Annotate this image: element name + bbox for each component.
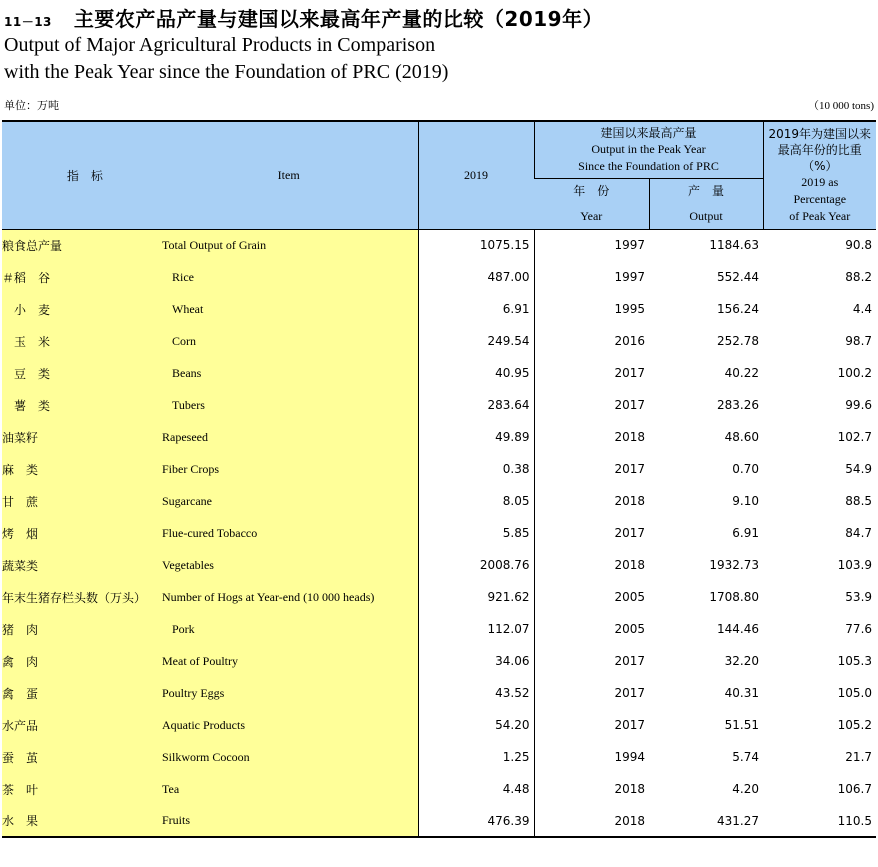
row-label-en: Tubers: [160, 389, 418, 421]
cell-peak-output: 144.46: [717, 622, 760, 636]
header-pct-en-2: Percentage: [793, 191, 847, 206]
cell-2019-value: 476.39: [418, 805, 534, 837]
cell-peak-output: 0.70: [732, 462, 760, 476]
row-label-cn: 甘 蔗: [2, 485, 160, 517]
cell-percentage: 84.7: [845, 526, 873, 540]
row-label-cn: 小 麦: [2, 293, 160, 325]
header-pct-en-3: of Peak Year: [789, 208, 851, 223]
cell-percentage: 54.9: [845, 462, 873, 476]
cell-peak-output: 4.20: [732, 782, 760, 796]
row-label-en: Aquatic Products: [160, 709, 418, 741]
header-pct-en-1: 2019 as: [801, 174, 839, 189]
title-cn-text: 主要农产品产量与建国以来最高年产量的比较（2019年）: [73, 7, 604, 31]
table-row: [2, 293, 876, 325]
row-label-en: Poultry Eggs: [160, 677, 418, 709]
row-label-cn: 水产品: [2, 709, 160, 741]
table-row: [2, 325, 876, 357]
cell-2019-value: 49.89: [418, 421, 534, 453]
row-label-cn: 蔬菜类: [2, 549, 160, 581]
header-indicator-cn: 指 标: [66, 168, 103, 183]
cell-percentage: 106.7: [837, 782, 873, 796]
row-label-en: Beans: [160, 357, 418, 389]
cell-2019-value: 283.64: [418, 389, 534, 421]
cell-percentage: 105.2: [837, 718, 873, 732]
cell-2019-value: 2008.76: [418, 549, 534, 581]
cell-2019-value: 921.62: [418, 581, 534, 613]
row-label-en: Sugarcane: [160, 485, 418, 517]
cell-peak-year: 2017: [614, 462, 645, 476]
header-2019: 2019: [418, 121, 534, 229]
cell-2019-value: 5.85: [418, 517, 534, 549]
cell-peak-year: 1995: [614, 302, 645, 316]
row-label-cn: 玉 米: [2, 325, 160, 357]
table-row: [2, 421, 876, 453]
header-peak-year-en: Year: [580, 208, 603, 223]
row-label-cn: 禽 蛋: [2, 677, 160, 709]
row-label-en: Wheat: [160, 293, 418, 325]
cell-2019-value: 8.05: [418, 485, 534, 517]
cell-peak-output: 48.60: [724, 430, 760, 444]
cell-percentage: 99.6: [845, 398, 873, 412]
cell-peak-output: 51.51: [724, 718, 760, 732]
cell-peak-year: 2017: [614, 398, 645, 412]
data-table: [2, 120, 876, 838]
header-peak-year-cn: 年 份: [573, 183, 610, 198]
cell-2019-value: 0.38: [418, 453, 534, 485]
row-label-cn: 水 果: [2, 805, 160, 837]
cell-percentage: 4.4: [852, 302, 873, 316]
header-peak-output: [649, 178, 763, 229]
unit-label-en: （10 000 tons): [808, 100, 874, 112]
cell-peak-output: 283.26: [717, 398, 760, 412]
cell-peak-output: 1708.80: [709, 590, 760, 604]
cell-peak-year: 2018: [614, 558, 645, 572]
table-row: [2, 741, 876, 773]
row-label-en: Number of Hogs at Year-end (10 000 heads): [160, 581, 418, 613]
cell-peak-year: 2018: [534, 805, 649, 837]
row-label-en: Rapeseed: [160, 421, 418, 453]
table-number: 11－13: [4, 15, 52, 29]
row-label-en: Flue-cured Tobacco: [160, 517, 418, 549]
table-row: [2, 613, 876, 645]
table-row: [2, 645, 876, 677]
header-peak-group-en-2: Since the Foundation of PRC: [578, 158, 719, 173]
header-peak-group-cn: 建国以来最高产量: [600, 125, 697, 140]
cell-peak-year: 2005: [614, 622, 645, 636]
cell-peak-output: 552.44: [717, 270, 760, 284]
row-label-cn: 茶 叶: [2, 773, 160, 805]
header-percentage: [763, 121, 876, 229]
cell-2019-value: 43.52: [418, 677, 534, 709]
cell-2019-value: 112.07: [418, 613, 534, 645]
cell-peak-output: 431.27: [649, 805, 763, 837]
cell-percentage: 21.7: [845, 750, 873, 764]
cell-peak-output: 1184.63: [709, 238, 760, 253]
row-label-en: Corn: [160, 325, 418, 357]
row-label-en: Rice: [160, 261, 418, 293]
row-label-en: Vegetables: [160, 549, 418, 581]
row-label-cn: 薯 类: [2, 389, 160, 421]
row-label-cn: 粮食总产量: [2, 229, 160, 261]
header-indicator-item: [2, 121, 418, 229]
cell-peak-year: 2018: [614, 782, 645, 796]
cell-peak-output: 40.31: [724, 686, 760, 700]
table-row: [2, 549, 876, 581]
table-row: [2, 485, 876, 517]
row-label-cn: 猪 肉: [2, 613, 160, 645]
cell-percentage: 102.7: [837, 430, 873, 444]
header-item-en: Item: [277, 167, 300, 182]
cell-2019-value: 40.95: [418, 357, 534, 389]
header-peak-group-en-1: Output in the Peak Year: [591, 141, 706, 156]
row-label-cn: ＃稻 谷: [2, 261, 160, 293]
table-row: [2, 229, 876, 261]
header-pct-cn-3: （%）: [802, 158, 838, 173]
cell-percentage: 103.9: [837, 558, 873, 572]
row-label-cn: 油菜籽: [2, 421, 160, 453]
row-label-cn: 烤 烟: [2, 517, 160, 549]
row-label-cn: 麻 类: [2, 453, 160, 485]
cell-peak-output: 5.74: [732, 750, 760, 764]
cell-peak-year: 2017: [614, 526, 645, 540]
cell-percentage: 53.9: [845, 590, 873, 604]
row-label-en: Pork: [160, 613, 418, 645]
cell-2019-value: 34.06: [418, 645, 534, 677]
header-peak-output-en: Output: [689, 208, 723, 223]
table-row: [2, 517, 876, 549]
row-label-en: Tea: [160, 773, 418, 805]
cell-peak-output: 6.91: [732, 526, 760, 540]
table-title-cn: [4, 3, 603, 32]
header-pct-cn-1: 2019年为建国以来: [768, 126, 872, 141]
cell-peak-year: 1994: [614, 750, 645, 764]
header-peak-group: [534, 121, 763, 178]
cell-percentage: 100.2: [837, 366, 873, 380]
row-label-en: Meat of Poultry: [160, 645, 418, 677]
cell-peak-year: 2005: [614, 590, 645, 604]
cell-2019-value: 6.91: [418, 293, 534, 325]
unit-label-cn: 单位：万吨: [4, 99, 59, 112]
table-title-en-line1: Output of Major Agricultural Products in Comparison: [4, 34, 436, 56]
table-row: [2, 805, 876, 837]
row-label-cn: 蚕 茧: [2, 741, 160, 773]
cell-percentage: 105.0: [837, 686, 873, 700]
header-peak-year: [534, 178, 649, 229]
cell-2019-value: 1.25: [418, 741, 534, 773]
row-label-cn: 豆 类: [2, 357, 160, 389]
cell-peak-output: 252.78: [717, 334, 760, 348]
cell-peak-year: 2016: [614, 334, 645, 348]
table-body: [2, 229, 876, 837]
table-row: [2, 453, 876, 485]
cell-2019-value: 249.54: [418, 325, 534, 357]
cell-percentage: 98.7: [845, 334, 873, 348]
table-row: [2, 389, 876, 421]
table-header: [2, 121, 876, 229]
cell-2019-value: 1075.15: [418, 229, 534, 261]
row-label-cn: 禽 肉: [2, 645, 160, 677]
table-row: [2, 581, 876, 613]
table-title-en-line2: with the Peak Year since the Foundation of PRC (2019): [4, 61, 449, 83]
cell-percentage: 110.5: [763, 805, 876, 837]
row-label-cn: 年末生猪存栏头数（万头）: [2, 581, 160, 613]
cell-peak-output: 1932.73: [709, 558, 760, 572]
cell-percentage: 88.5: [845, 494, 873, 508]
cell-peak-year: 2017: [614, 718, 645, 732]
cell-percentage: 90.8: [845, 238, 873, 253]
cell-percentage: 77.6: [845, 622, 873, 636]
row-label-en: Fruits: [160, 805, 418, 837]
row-label-en: Total Output of Grain: [160, 229, 418, 261]
table-row: [2, 357, 876, 389]
cell-peak-year: 2017: [614, 654, 645, 668]
cell-peak-year: 1997: [614, 238, 645, 253]
cell-2019-value: 4.48: [418, 773, 534, 805]
row-label-en: Fiber Crops: [160, 453, 418, 485]
cell-peak-year: 1997: [614, 270, 645, 284]
cell-2019-value: 487.00: [418, 261, 534, 293]
table-row: [2, 773, 876, 805]
cell-peak-output: 32.20: [724, 654, 760, 668]
cell-2019-value: 54.20: [418, 709, 534, 741]
table-row: [2, 709, 876, 741]
cell-percentage: 88.2: [845, 270, 873, 284]
cell-peak-year: 2017: [614, 366, 645, 380]
cell-peak-year: 2018: [614, 430, 645, 444]
header-peak-output-cn: 产 量: [688, 183, 725, 198]
row-label-en: Silkworm Cocoon: [160, 741, 418, 773]
cell-percentage: 105.3: [837, 654, 873, 668]
cell-peak-output: 9.10: [732, 494, 760, 508]
cell-peak-output: 156.24: [717, 302, 760, 316]
table-row: [2, 677, 876, 709]
header-pct-cn-2: 最高年份的比重: [777, 142, 862, 157]
cell-peak-year: 2018: [614, 494, 645, 508]
cell-peak-output: 40.22: [724, 366, 760, 380]
table-row: [2, 261, 876, 293]
cell-peak-year: 2017: [614, 686, 645, 700]
